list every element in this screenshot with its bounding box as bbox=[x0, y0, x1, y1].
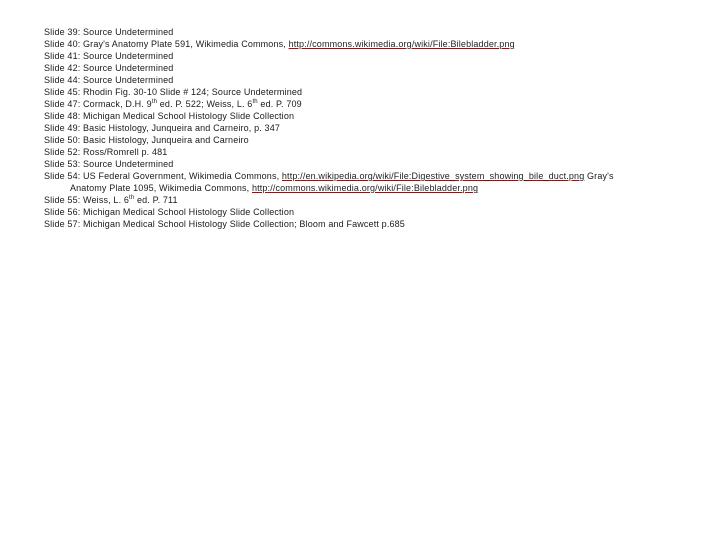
reference-item bbox=[44, 122, 684, 134]
reference-text: Ross/Romrell p. 481 bbox=[83, 147, 168, 157]
slide-number: Slide 56: bbox=[44, 207, 81, 217]
reference-text: ed. P. 522; Weiss, L. 6 bbox=[159, 99, 253, 109]
reference-text: Source Undetermined bbox=[83, 63, 174, 73]
reference-text: Michigan Medical School Histology Slide Collection bbox=[83, 207, 295, 217]
slide-number: Slide 40: bbox=[44, 39, 81, 49]
reference-item-continuation bbox=[44, 182, 684, 194]
slide-number: Slide 39: bbox=[44, 27, 81, 37]
reference-text: Source Undetermined bbox=[83, 75, 174, 85]
superscript: th bbox=[129, 195, 135, 201]
reference-item bbox=[44, 86, 684, 98]
reference-item bbox=[44, 134, 684, 146]
reference-text: Basic Histology, Junqueira and Carneiro bbox=[83, 135, 249, 145]
reference-item bbox=[44, 110, 684, 122]
slide-number: Slide 41: bbox=[44, 51, 81, 61]
reference-text: Gray's bbox=[587, 171, 614, 181]
reference-item bbox=[44, 38, 684, 50]
slide-number: Slide 54: bbox=[44, 171, 81, 181]
reference-item bbox=[44, 26, 684, 38]
reference-text: Cormack, D.H. 9 bbox=[83, 99, 152, 109]
reference-item bbox=[44, 98, 684, 110]
slide-number: Slide 50: bbox=[44, 135, 81, 145]
reference-link[interactable]: http://commons.wikimedia.org/wiki/File:Bilebladder.png bbox=[288, 39, 515, 49]
slide-number: Slide 52: bbox=[44, 147, 81, 157]
reference-list bbox=[44, 26, 684, 230]
reference-text: Michigan Medical School Histology Slide Collection bbox=[83, 111, 295, 121]
reference-text: Michigan Medical School Histology Slide Collection; Bloom and Fawcett p.685 bbox=[83, 219, 405, 229]
slide-number: Slide 55: bbox=[44, 195, 81, 205]
reference-text: Source Undetermined bbox=[83, 27, 174, 37]
reference-item bbox=[44, 206, 684, 218]
reference-text: ed. P. 711 bbox=[137, 195, 178, 205]
reference-item bbox=[44, 194, 684, 206]
reference-text: Basic Histology, Junqueira and Carneiro, p. 347 bbox=[83, 123, 281, 133]
reference-text: Weiss, L. 6 bbox=[83, 195, 130, 205]
reference-text: Source Undetermined bbox=[83, 51, 174, 61]
reference-item bbox=[44, 158, 684, 170]
slide-number: Slide 57: bbox=[44, 219, 81, 229]
reference-text: Rhodin Fig. 30-10 Slide # 124; Source Undetermined bbox=[83, 87, 303, 97]
slide-number: Slide 53: bbox=[44, 159, 81, 169]
superscript: th bbox=[252, 99, 258, 105]
reference-link[interactable]: http://en.wikipedia.org/wiki/File:Digestive_system_showing_bile_duct.png bbox=[281, 171, 585, 181]
reference-item bbox=[44, 74, 684, 86]
reference-text: US Federal Government, Wikimedia Commons, bbox=[83, 171, 280, 181]
reference-link[interactable]: http://commons.wikimedia.org/wiki/File:Bilebladder.png bbox=[251, 183, 479, 193]
reference-item bbox=[44, 170, 684, 182]
superscript: th bbox=[151, 99, 158, 105]
slide-number: Slide 45: bbox=[44, 87, 81, 97]
slide-number: Slide 44: bbox=[44, 75, 81, 85]
reference-text: Gray's Anatomy Plate 591, Wikimedia Commons, bbox=[83, 39, 286, 49]
slide-number: Slide 47: bbox=[44, 99, 81, 109]
slide-number: Slide 49: bbox=[44, 123, 81, 133]
reference-text: ed. P. 709 bbox=[260, 99, 302, 109]
slide-number: Slide 42: bbox=[44, 63, 81, 73]
reference-item bbox=[44, 62, 684, 74]
reference-item bbox=[44, 218, 684, 230]
reference-item bbox=[44, 50, 684, 62]
reference-text: Source Undetermined bbox=[83, 159, 174, 169]
reference-item bbox=[44, 146, 684, 158]
slide-number: Slide 48: bbox=[44, 111, 81, 121]
reference-text: Anatomy Plate 1095, Wikimedia Commons, bbox=[70, 183, 250, 193]
